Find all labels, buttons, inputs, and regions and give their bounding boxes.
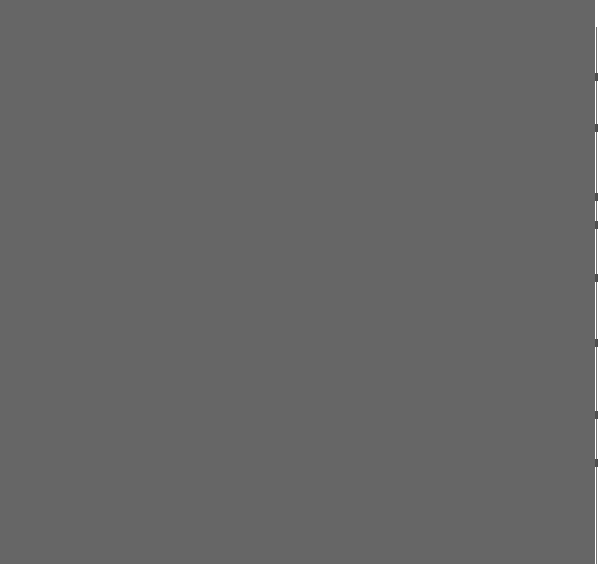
tick-mark (595, 411, 598, 419)
panel-border-line (596, 27, 597, 564)
tick-mark (595, 459, 598, 467)
right-edge-panel-sliver[interactable] (595, 0, 600, 564)
tick-mark (595, 221, 598, 229)
tick-mark (595, 124, 598, 132)
tick-mark (595, 193, 598, 201)
tick-mark (595, 73, 598, 81)
tick-mark (595, 274, 598, 282)
tick-mark (595, 339, 598, 347)
